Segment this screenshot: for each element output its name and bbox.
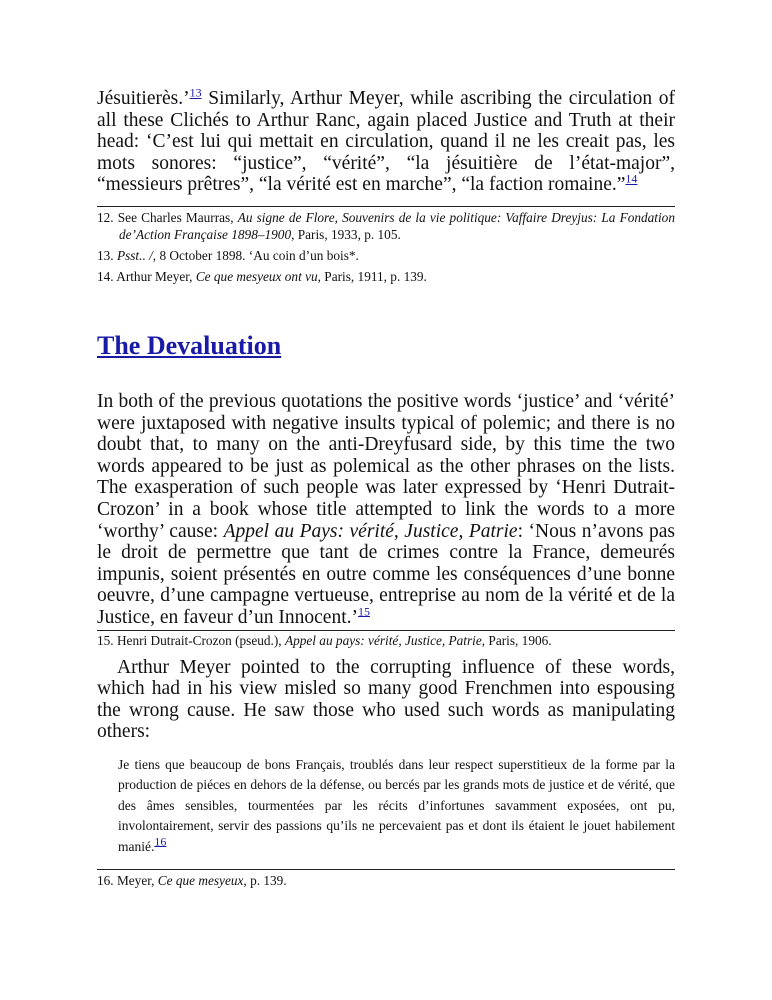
footnotes-block (97, 209, 675, 285)
footnote-15 (97, 632, 675, 649)
footnote-number: 16. Meyer, (97, 873, 158, 889)
footnote-title: Ce que mesyeux (157, 873, 244, 889)
footnote-rest: , p. 139. (243, 873, 287, 889)
footnote-ref-16[interactable]: 16 (154, 834, 167, 849)
footnote-16 (97, 872, 675, 889)
footnote-number: 15. Henri Dutrait-Crozon (pseud.), (97, 632, 285, 648)
footnote-ref-13[interactable]: 13 (189, 85, 202, 100)
paragraph-text: In both of the previous quotations the positive words ‘justice’ and ‘vérité’ were juxtaposed with negative insults typical of polemic; and there is no doubt that, to many on the anti-Dreyfusard side, by this time the two words appeared to be just as polemical as the other phrases on the lists. The exasperation of such people was later expressed by ‘Henri Dutrait-Crozon’ in a book whose title attempted to link the words to a more ‘worthy’ cause: (97, 390, 675, 542)
footnote-divider (97, 630, 675, 631)
paragraph-continuation (97, 85, 675, 196)
block-quote (97, 755, 675, 858)
footnote-title: Appel au pays: vérité, Justice, Patrie (284, 632, 482, 648)
footnote-divider (97, 869, 675, 870)
footnote-ref-14[interactable]: 14 (625, 171, 638, 186)
footnote-13 (97, 247, 675, 264)
footnote-rest: , Paris, 1906. (481, 632, 552, 648)
footnote-number: 12. See Charles Maurras, (97, 209, 238, 225)
paragraph-meyer: Arthur Meyer pointed to the corrupting influence of these words, which had in his view misled so many good Frenchmen into espousing the wrong cause. He saw those who used such words as manipulating others: (97, 656, 675, 743)
footnote-number: 13. (97, 247, 117, 263)
footnote-14 (97, 268, 675, 285)
paragraph-text: Similarly, Arthur Meyer, while ascribing the circulation of all these Clichés to Arthur Ranc, again placed Justice and Truth at their head: ‘C’est lui qui mettait en circulation, quand il ne les creait pas, les mots sonores: “justice”, “vérité”, “la jésuitière de l’état-major”, “messieurs prêtres”, “la vérité est en marche”, “la faction romaine.” (97, 88, 675, 196)
quote-text: Je tiens que beaucoup de bons Français, troublés dans leur respect superstitieux de la forme par la production de piéces en dehors de la défense, ou bercés par les grands mots de justice et de vérité, que des âmes sensibles, tourmentées par les récits d’infortunes savamment exposées, ont pu, involontairement, servir des passions qu’ils ne percevaient pas et dont ils étaient le jouet habilement manié. (118, 756, 675, 854)
footnote-ref-15[interactable]: 15 (357, 604, 370, 619)
footnote-title: Au signe de Flore, Souvenirs de la vie politique: Vaffaire Dreyjus: La Fondation de’Action Française 1898–1900 (119, 209, 675, 242)
book-title: Appel au Pays: vérité, Justice, Patrie (223, 520, 518, 542)
footnote-number: 14. Arthur Meyer, (97, 268, 196, 284)
footnote-rest: , Paris, 1933, p. 105. (291, 226, 401, 242)
footnote-12 (97, 209, 675, 243)
section-heading-link[interactable]: The Devaluation (97, 330, 282, 360)
footnote-rest: , Paris, 1911, p. 139. (317, 268, 427, 284)
paragraph-text: : ‘Nous n’avons pas le droit de permettre que tant de crimes contre la France, demeurés impunis, soient présentés en outre comme les conséquences d’une bonne oeuvre, d’une campagne vertueuse, entreprise au nom de la vérité et de la Justice, en faveur d’un Innocent.’ (97, 520, 675, 628)
footnote-rest: , 8 October 1898. ‘Au coin d’un bois*. (152, 247, 359, 263)
document-page (97, 85, 675, 889)
footnote-title: Psst.. / (116, 247, 153, 263)
paragraph-devaluation (97, 391, 675, 629)
footnote-divider (97, 206, 675, 207)
paragraph-text: Jésuitierès.’ (97, 88, 190, 109)
footnote-title: Ce que mesyeux ont vu (195, 268, 318, 284)
